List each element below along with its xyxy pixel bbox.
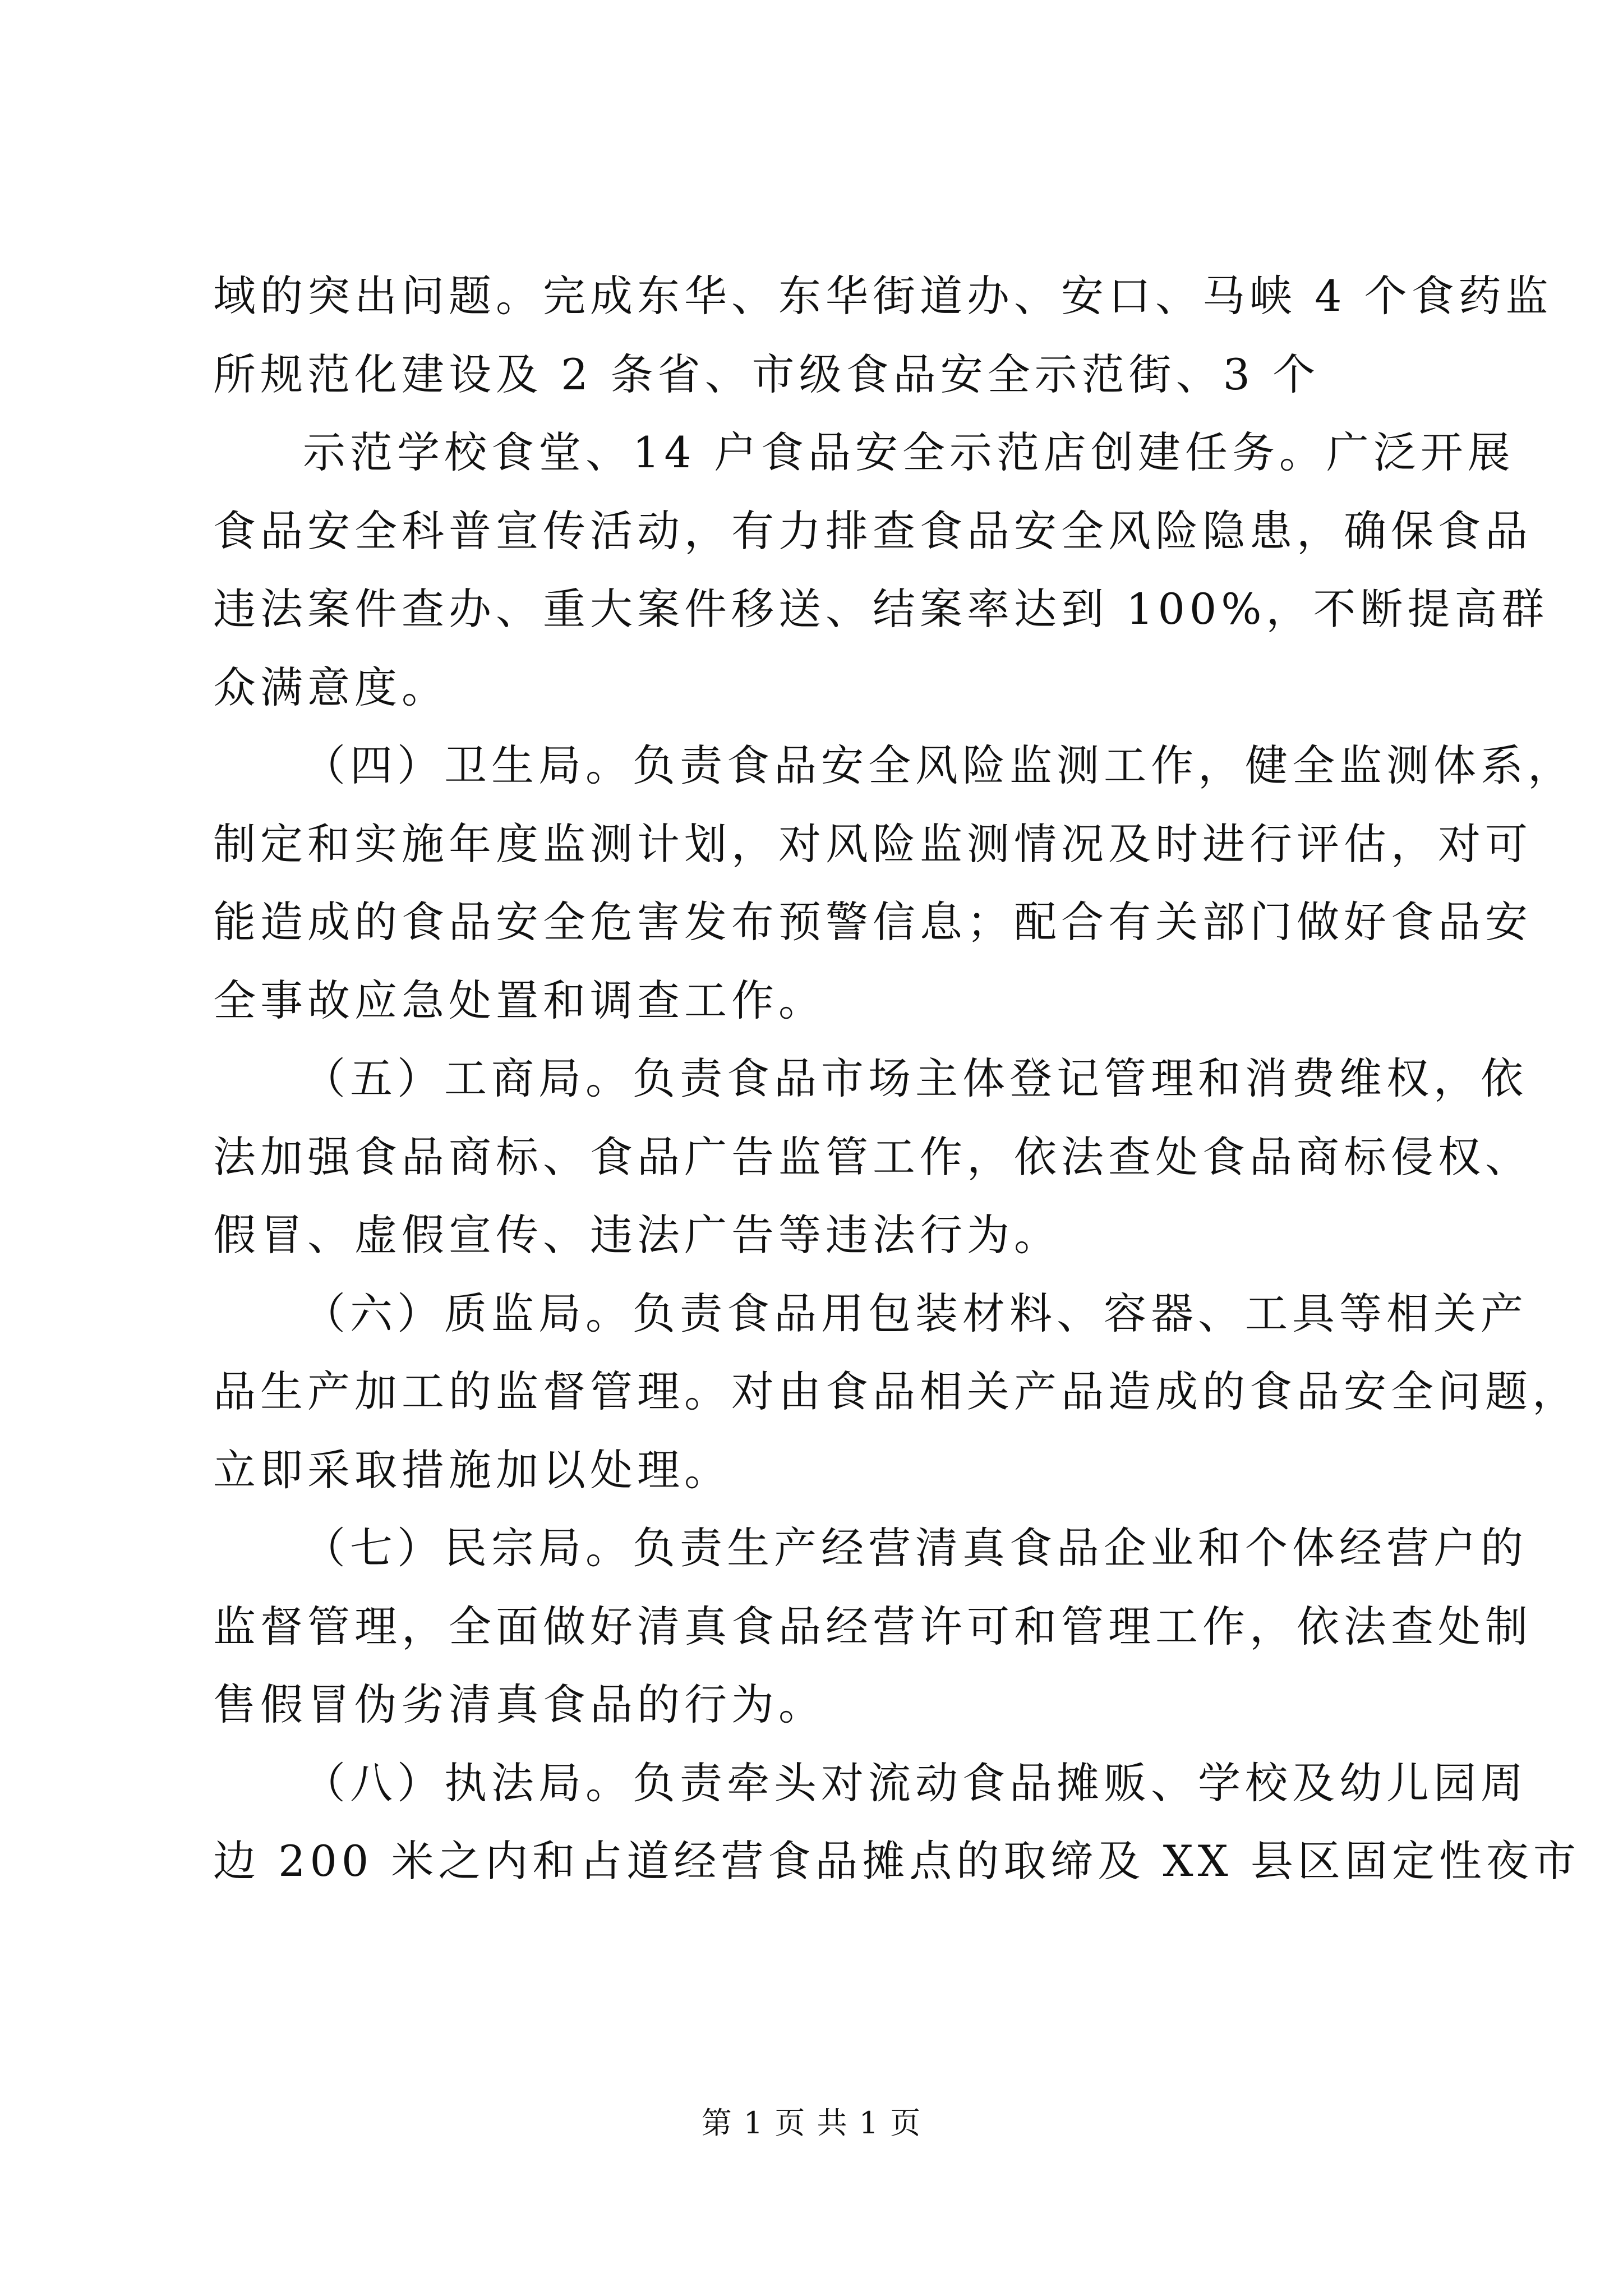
text-line-16: 立即采取措施加以处理。 <box>213 1444 731 1495</box>
text-line-11: （五）工商局。负责食品市场主体登记管理和消费维权，依 <box>303 1053 1528 1103</box>
text-line-5: 违法案件查办、重大案件移送、结案率达到 100%，不断提高群 <box>213 584 1549 634</box>
text-line-6: 众满意度。 <box>213 662 449 712</box>
text-line-9: 能造成的食品安全危害发布预警信息；配合有关部门做好食品安 <box>213 897 1532 947</box>
text-line-15: 品生产加工的监督管理。对由食品相关产品造成的食品安全问题， <box>213 1366 1579 1416</box>
text-line-2: 所规范化建设及 2 条省、市级食品安全示范街、3 个 <box>213 349 1320 399</box>
text-line-13: 假冒、虚假宣传、违法广告等违法行为。 <box>213 1210 1061 1260</box>
text-line-14: （六）质监局。负责食品用包装材料、容器、工具等相关产 <box>303 1288 1528 1338</box>
body-text <box>213 257 1580 1901</box>
text-line-10: 全事故应急处置和调查工作。 <box>213 975 826 1025</box>
page-number-label: 第 1 页 共 1 页 <box>701 2105 922 2141</box>
text-line-19: 售假冒伪劣清真食品的行为。 <box>213 1680 826 1729</box>
text-line-3: 示范学校食堂、14 户食品安全示范店创建任务。广泛开展 <box>303 427 1515 477</box>
text-line-1: 域的突出问题。完成东华、东华街道办、安口、马峡 4 个食药监 <box>213 271 1553 321</box>
text-line-20: （八）执法局。负责牵头对流动食品摊贩、学校及幼儿园周 <box>303 1757 1528 1808</box>
text-line-4: 食品安全科普宣传活动，有力排查食品安全风险隐患，确保食品 <box>213 505 1532 556</box>
text-line-8: 制定和实施年度监测计划，对风险监测情况及时进行评估，对可 <box>213 818 1532 869</box>
page-footer <box>0 2101 1623 2146</box>
text-line-12: 法加强食品商标、食品广告监管工作，依法查处食品商标侵权、 <box>213 1131 1532 1182</box>
text-line-21: 边 200 米之内和占道经营食品摊点的取缔及 XX 县区固定性夜市 <box>213 1836 1580 1886</box>
text-line-17: （七）民宗局。负责生产经营清真食品企业和个体经营户的 <box>303 1523 1528 1573</box>
text-line-7: （四）卫生局。负责食品安全风险监测工作，健全监测体系， <box>303 740 1575 790</box>
text-line-18: 监督管理，全面做好清真食品经营许可和管理工作，依法查处制 <box>213 1601 1532 1651</box>
